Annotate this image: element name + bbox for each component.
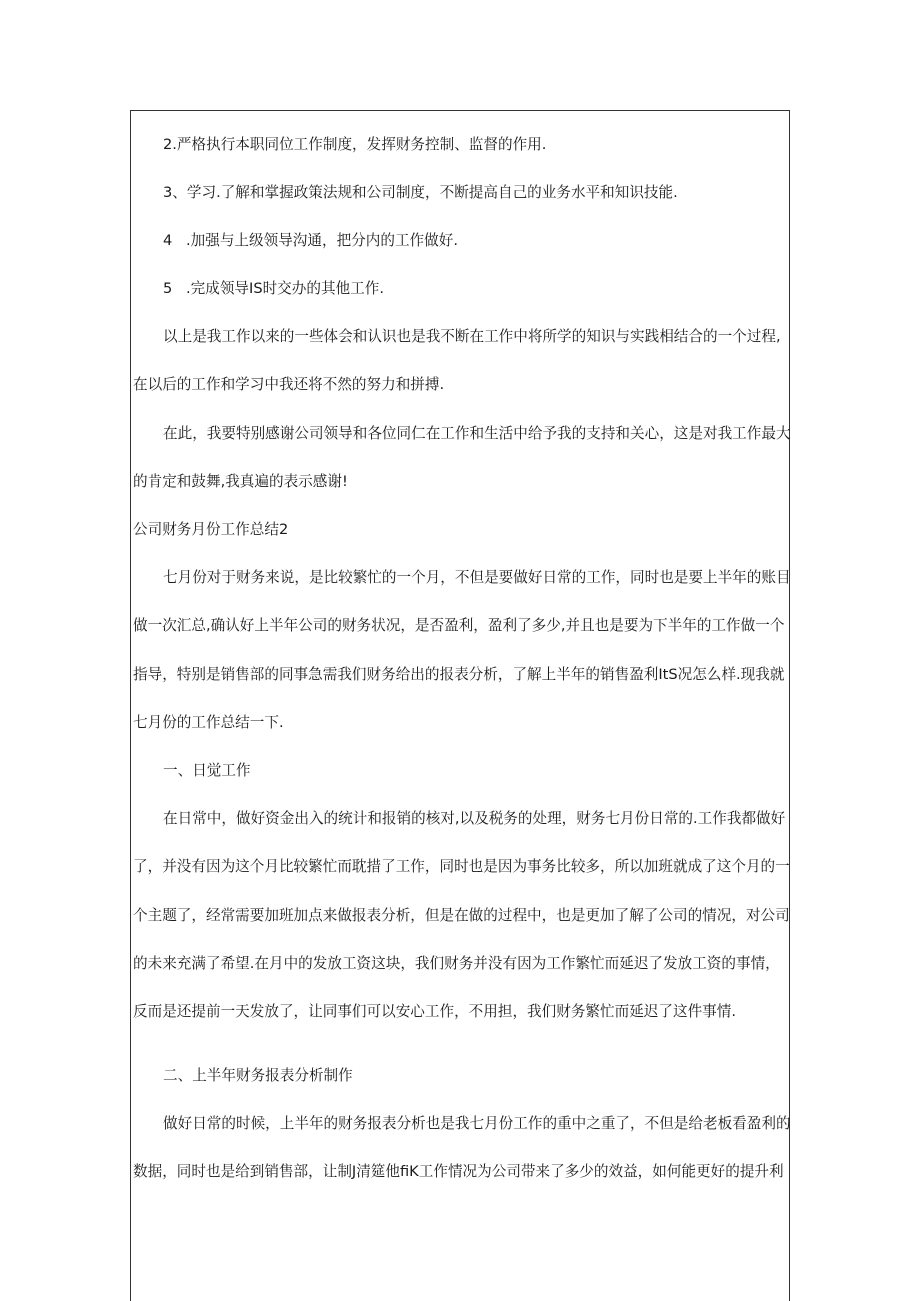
report-paragraph-line: 做好日常的时候，上半年的财务报表分析也是我七月份工作的重中之重了，不但是给老板看盈利的 — [163, 1115, 791, 1132]
heading-report-analysis: 二、上半年财务报表分析制作 — [163, 1067, 353, 1084]
intro-paragraph-line: 做一次汇总,确认好上半年公司的财务状况，是否盈利，盈利了多少,并且也是要为下半年的工作做一个 — [133, 617, 785, 634]
section-title: 公司财务月份工作总结2 — [133, 521, 289, 538]
list-item-2: 2.严格执行本职同位工作制度，发挥财务控制、监督的作用. — [163, 136, 547, 153]
intro-paragraph-line: 七月份的工作总结一下. — [133, 714, 284, 731]
list-item-5-number: 5 — [163, 280, 173, 297]
heading-daily-work: 一、日觉工作 — [163, 762, 251, 779]
daily-paragraph-line: 在日常中，做好资金出入的统计和报销的核对,以及税务的处理，财务七月份日常的.工作我都做好 — [163, 810, 786, 827]
list-item-4-number: 4 — [163, 232, 173, 249]
summary-paragraph-line: 在以后的工作和学习中我还将不然的努力和拼搏. — [133, 376, 445, 393]
list-item-4-text: .加强与上级领导沟通，把分内的工作做好. — [186, 232, 458, 249]
thanks-paragraph-line: 的肯定和鼓舞,我真遍的表示感谢! — [133, 473, 348, 490]
intro-paragraph-line: 指导，特别是销售部的同事急需我们财务给出的报表分析，了解上半年的销售盈利ItS况怎么样.现我就 — [133, 666, 785, 683]
daily-paragraph-line: 个主题了，经常需要加班加点来做报表分析，但是在做的过程中，也是更加了解了公司的情况，对公司 — [133, 907, 790, 924]
list-item-3: 3、学习.了解和掌握政策法规和公司制度，不断提高自己的业务水平和知识技能. — [163, 184, 678, 201]
report-paragraph-line: 数据，同时也是给到销售部，让制J清筵他fiK工作情况为公司带来了多少的效益，如何能更好的提升利 — [133, 1163, 784, 1180]
daily-paragraph-line: 的未来充满了希望.在月中的发放工资这块，我们财务并没有因为工作繁忙而延迟了发放工资的事情， — [133, 955, 780, 972]
intro-paragraph-line: 七月份对于财务来说，是比较繁忙的一个月，不但是要做好日常的工作，同时也是要上半年的账目 — [163, 569, 791, 586]
daily-paragraph-line: 反而是还提前一天发放了，让同事们可以安心工作，不用担，我们财务繁忙而延迟了这件事情. — [133, 1003, 736, 1020]
summary-paragraph-line: 以上是我工作以来的一些体会和认识也是我不断在工作中将所学的知识与实践相结合的一个过程, — [163, 328, 781, 345]
thanks-paragraph-line: 在此，我要特别感谢公司领导和各位同仁在工作和生活中给予我的支持和关心，这是对我工作最大 — [163, 425, 791, 442]
daily-paragraph-line: 了，并没有因为这个月比较繁忙而耽措了工作，同时也是因为事务比较多，所以加班就成了这个月的一 — [133, 858, 790, 875]
list-item-5-text: .完成领导IS时交办的其他工作. — [186, 280, 384, 297]
